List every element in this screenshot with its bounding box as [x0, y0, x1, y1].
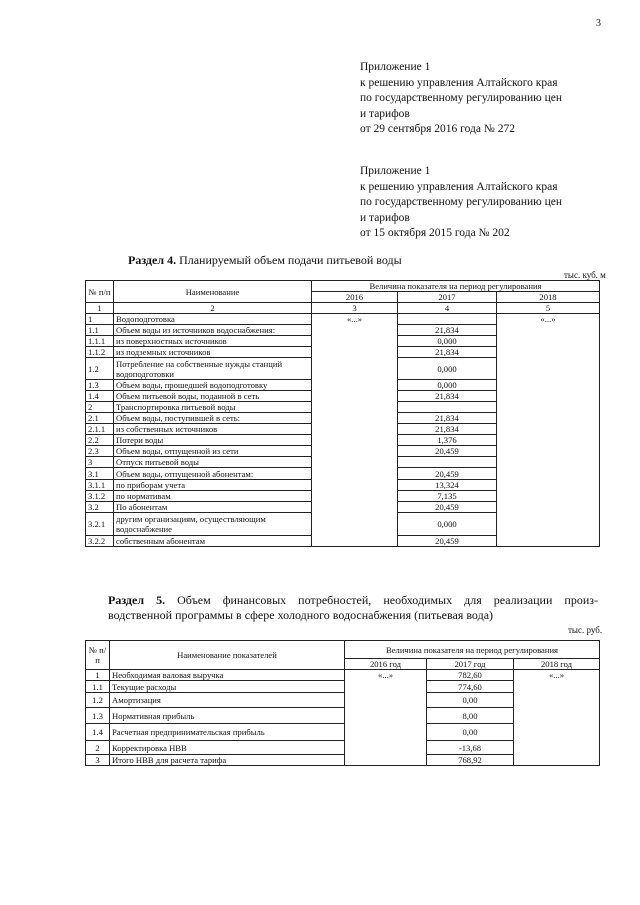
row-name: Объем воды, прошедшей водоподготовку [114, 380, 312, 391]
header-period: Величина показателя на период регулирования [312, 281, 600, 292]
appendix-line: Приложение 1 [360, 61, 431, 73]
value-2017: 0,000 [398, 513, 497, 536]
row-name: Отпуск питьевой воды [114, 457, 312, 468]
row-number: 2.1 [86, 413, 114, 424]
row-name: Водоподготовка [114, 314, 312, 325]
row-name: Объем воды, отпущенной из сети [114, 446, 312, 457]
row-name: Объем воды из источников водоснабжения: [114, 325, 312, 336]
table-row [86, 314, 600, 325]
row-name: Объем воды, отпущенной абонентам: [114, 468, 312, 480]
value-2017: 774,60 [427, 681, 514, 693]
header-name: Наименование показателей [110, 641, 345, 670]
row-number: 1.4 [86, 724, 110, 741]
section4-title [128, 253, 402, 268]
value-2017: 0,00 [427, 693, 514, 708]
value-2017 [398, 314, 497, 325]
row-name: Потребление на собственные нужды станций водоподготовки [114, 358, 312, 380]
row-name: Корректировка НВВ [110, 741, 345, 755]
row-number: 2.2 [86, 435, 114, 446]
row-name: Объем питьевой воды, поданной в сеть [114, 391, 312, 402]
appendix-line: от 15 октября 2015 года № 202 [360, 227, 510, 239]
appendix-line: к решению управления Алтайского края [360, 76, 558, 89]
row-name: из подземных источников [114, 347, 312, 358]
value-2017: 21,834 [398, 424, 497, 435]
value-2018: «...» [514, 670, 600, 766]
colnum-2: 2 [114, 303, 312, 314]
page-number: 3 [596, 18, 601, 29]
appendix-header-original [360, 164, 562, 242]
row-number: 2.1.1 [86, 424, 114, 435]
value-2017: 20,459 [398, 446, 497, 457]
value-2017: 8,00 [427, 708, 514, 724]
row-name: Нормативная прибыль [110, 708, 345, 724]
row-number: 3.1 [86, 468, 114, 480]
header-year-2016: 2016 год [345, 659, 427, 670]
row-number: 3.2.2 [86, 536, 114, 547]
value-2017: 0,000 [398, 380, 497, 391]
row-number: 1.1.1 [86, 336, 114, 347]
row-name: Амортизация [110, 693, 345, 708]
row-number: 1 [86, 314, 114, 325]
value-2017: 1,376 [398, 435, 497, 446]
section5-title-text: Объем финансовых потребностей, необходимых для реализации произ- [165, 593, 598, 607]
row-number: 3.2.1 [86, 513, 114, 536]
row-number: 1.2 [86, 358, 114, 380]
header-year-2016: 2016 [312, 292, 398, 303]
value-2017: 20,459 [398, 502, 497, 513]
colnum-3: 3 [312, 303, 398, 314]
header-num: № п/п [86, 281, 114, 303]
row-number: 1.4 [86, 391, 114, 402]
appendix-line: от 29 сентября 2016 года № 272 [360, 123, 515, 135]
row-name: Итого НВВ для расчета тарифа [110, 755, 345, 766]
appendix-line: и тарифов [360, 211, 410, 224]
row-name: По абонентам [114, 502, 312, 513]
header-name: Наименование [114, 281, 312, 303]
water-volume-table [85, 280, 600, 547]
financial-needs-table [85, 640, 600, 766]
row-name: Потери воды [114, 435, 312, 446]
row-number: 3.1.1 [86, 480, 114, 491]
header-num: № п/п [86, 641, 110, 670]
value-2017: 782,60 [427, 670, 514, 681]
section4-unit: тыс. куб. м [564, 270, 606, 280]
row-name: по нормативам [114, 491, 312, 502]
header-year-2017: 2017 год [427, 659, 514, 670]
row-name: Расчетная предпринимательская прибыль [110, 724, 345, 741]
value-2017: 21,834 [398, 347, 497, 358]
value-2017: 13,324 [398, 480, 497, 491]
table-row [86, 670, 600, 681]
row-number: 1.2 [86, 693, 110, 708]
appendix-line: Приложение 1 [360, 165, 431, 177]
value-2017: 768,92 [427, 755, 514, 766]
row-number: 1.3 [86, 380, 114, 391]
value-2017 [398, 457, 497, 468]
colnum-4: 4 [398, 303, 497, 314]
header-period: Величина показателя на период регулирования [345, 641, 600, 659]
value-2017: 0,000 [398, 358, 497, 380]
header-year-2017: 2017 [398, 292, 497, 303]
value-2016: «...» [312, 314, 398, 547]
appendix-line: по государственному регулированию цен [360, 92, 563, 104]
section4-title-text: Планируемый объем подачи питьевой воды [176, 253, 402, 267]
header-year-2018: 2018 [497, 292, 600, 303]
value-2016: «...» [345, 670, 427, 766]
row-number: 3.1.2 [86, 491, 114, 502]
colnum-1: 1 [86, 303, 114, 314]
row-number: 2 [86, 402, 114, 413]
row-number: 1.3 [86, 708, 110, 724]
row-name: Объем воды, поступившей в сеть: [114, 413, 312, 424]
value-2017: 21,834 [398, 413, 497, 424]
row-number: 3 [86, 457, 114, 468]
section4-title-bold: Раздел 4. [128, 253, 177, 267]
value-2017: 21,834 [398, 391, 497, 402]
row-name: Транспортировка питьевой воды [114, 402, 312, 413]
section5-title [108, 593, 598, 623]
value-2017: 7,135 [398, 491, 497, 502]
value-2017: 20,459 [398, 536, 497, 547]
row-name: собственным абонентам [114, 536, 312, 547]
row-number: 2.3 [86, 446, 114, 457]
section5-title-bold: Раздел 5. [108, 593, 166, 607]
appendix-line: и тарифов [360, 107, 410, 120]
row-number: 1.1.2 [86, 347, 114, 358]
colnum-5: 5 [497, 303, 600, 314]
appendix-line: по государственному регулированию цен [360, 196, 563, 208]
row-number: 2 [86, 741, 110, 755]
row-number: 3.2 [86, 502, 114, 513]
section5-unit: тыс. руб. [568, 625, 603, 635]
value-2017 [398, 402, 497, 413]
row-number: 1.1 [86, 681, 110, 693]
section5-title-line2: водственной программы в сфере холодного водоснабжения (питьевая вода) [108, 608, 494, 622]
row-name: из поверхностных источников [114, 336, 312, 347]
row-number: 1 [86, 670, 110, 681]
row-name: Текущие расходы [110, 681, 345, 693]
row-name: Необходимая валовая выручка [110, 670, 345, 681]
value-2017: 0,00 [427, 724, 514, 741]
row-number: 3 [86, 755, 110, 766]
appendix-line: к решению управления Алтайского края [360, 180, 558, 193]
value-2017: 0,000 [398, 336, 497, 347]
value-2017: -13,68 [427, 741, 514, 755]
value-2017: 20,459 [398, 468, 497, 480]
value-2017: 21,834 [398, 325, 497, 336]
row-name: другим организациям, осуществляющим водоснабжение [114, 513, 312, 536]
row-name: по приборам учета [114, 480, 312, 491]
row-number: 1.1 [86, 325, 114, 336]
value-2018: «...» [497, 314, 600, 547]
row-name: из собственных источников [114, 424, 312, 435]
appendix-header-current [360, 60, 562, 138]
header-year-2018: 2018 год [514, 659, 600, 670]
